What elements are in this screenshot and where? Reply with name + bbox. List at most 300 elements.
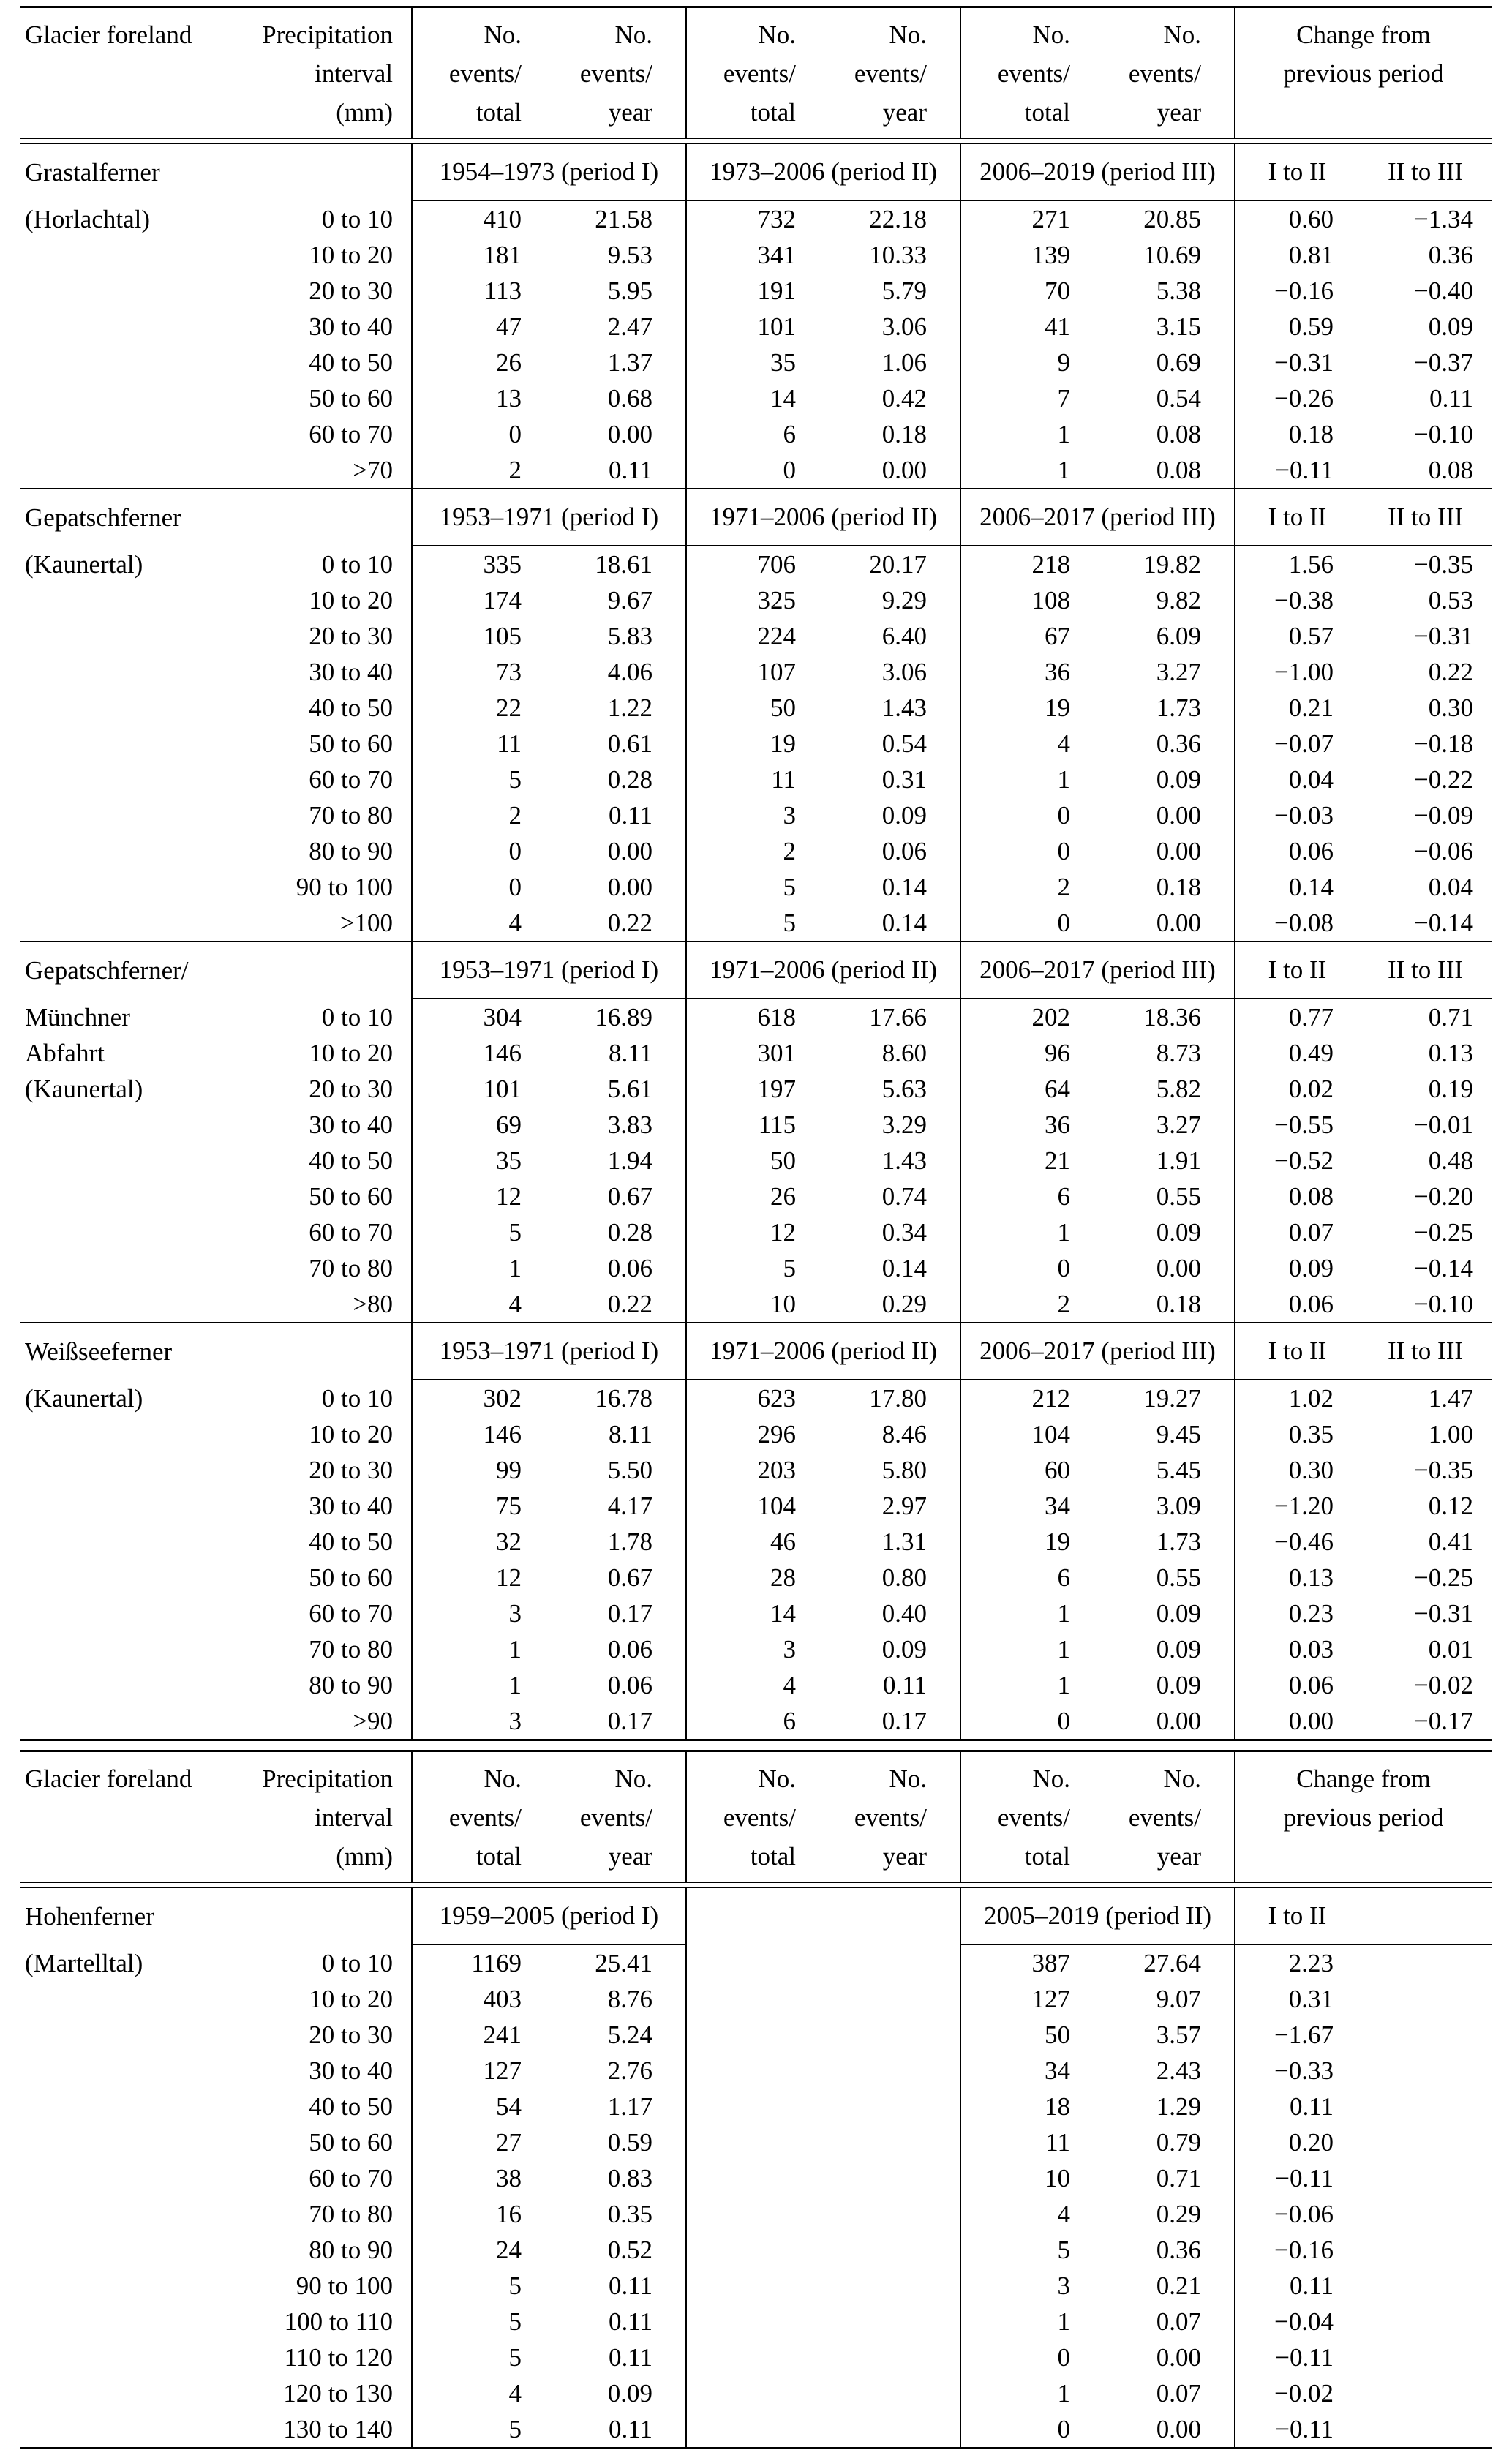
table-row	[20, 237, 1492, 273]
glacier-location	[20, 452, 240, 489]
value: 1	[412, 1250, 536, 1286]
value: −0.37	[1414, 348, 1474, 377]
value: 2.47	[607, 312, 652, 341]
value: 0.28	[607, 765, 652, 794]
value: 3.57	[1156, 2021, 1201, 2049]
precipitation-interval: 0 to 10	[321, 1948, 393, 1977]
value: −0.31	[1235, 345, 1359, 380]
period-label: 2006–2017 (period III)	[960, 1323, 1235, 1380]
period-label	[686, 1887, 960, 1944]
value: 0.11	[609, 456, 652, 484]
value: 17.80	[869, 1384, 927, 1413]
events-year-line: events/	[579, 1803, 652, 1832]
value: 36	[960, 654, 1085, 690]
precipitation-interval: 100 to 110	[284, 2307, 393, 2336]
glacier-location	[20, 2089, 240, 2124]
value: 0.00	[1156, 2415, 1201, 2443]
value	[686, 2160, 810, 2196]
glacier-name: Hohenferner	[25, 1901, 154, 1931]
value: 0.22	[607, 909, 652, 937]
value: 0.61	[607, 729, 652, 758]
value: 35	[412, 1143, 536, 1179]
table-row	[20, 618, 1492, 654]
table-row	[20, 1667, 1492, 1703]
value: 0.71	[1156, 2164, 1201, 2192]
glacier-location	[20, 380, 240, 416]
value: 1.17	[607, 2092, 652, 2121]
value	[1359, 2375, 1492, 2411]
value: 181	[412, 237, 536, 273]
value: 241	[412, 2017, 536, 2053]
glacier-location	[20, 1488, 240, 1524]
value: 0.00	[607, 837, 652, 865]
precipitation-interval-line: interval	[315, 1803, 393, 1832]
value: 706	[686, 546, 810, 582]
table-row	[20, 345, 1492, 380]
value: 301	[686, 1035, 810, 1071]
value: 0.14	[881, 1254, 927, 1282]
value: 107	[686, 654, 810, 690]
value: 0.17	[881, 1707, 927, 1735]
glacier-location	[20, 1631, 240, 1667]
value: 197	[686, 1071, 810, 1107]
value: 0.11	[1235, 2089, 1359, 2124]
value: 203	[686, 1452, 810, 1488]
change-label: II to III	[1359, 1323, 1492, 1380]
precipitation-interval: 70 to 80	[309, 1254, 393, 1282]
value: 0.04	[1428, 873, 1474, 901]
value: 64	[960, 1071, 1085, 1107]
precipitation-interval: 0 to 10	[321, 1002, 393, 1031]
value: 0.02	[1235, 1071, 1359, 1107]
value: 218	[960, 546, 1085, 582]
value: 1	[960, 762, 1085, 797]
period-label: 2006–2017 (period III)	[960, 942, 1235, 999]
table-row	[20, 797, 1492, 833]
value: 19.82	[1143, 550, 1201, 579]
table-row	[20, 1107, 1492, 1143]
value: 9.29	[881, 586, 927, 614]
value: 0.12	[1428, 1492, 1474, 1520]
value	[810, 2160, 960, 2196]
table-row	[20, 1944, 1492, 1981]
value	[1359, 2017, 1492, 2053]
value: 0.06	[607, 1671, 652, 1699]
value: 1.56	[1235, 546, 1359, 582]
glacier-location	[20, 2124, 240, 2160]
precipitation-interval: 0 to 10	[321, 549, 393, 579]
change-header-line: Change from	[1296, 20, 1431, 49]
precipitation-interval-header	[240, 7, 412, 139]
value: 0.00	[1235, 1703, 1359, 1740]
value: 0.22	[607, 1290, 652, 1318]
glacier-location	[20, 1596, 240, 1631]
value: 21	[960, 1143, 1085, 1179]
value: 108	[960, 582, 1085, 618]
value: 0.09	[1235, 1250, 1359, 1286]
events-year-line: No.	[889, 1764, 927, 1793]
value	[1359, 2124, 1492, 2160]
precipitation-interval: >90	[353, 1707, 393, 1735]
glacier-location	[20, 1703, 240, 1740]
value	[810, 2232, 960, 2268]
value	[686, 1981, 810, 2017]
glacier-name: Gepatschferner/	[20, 942, 412, 999]
value: 0.31	[881, 765, 927, 794]
value: 19	[960, 690, 1085, 726]
events-total-line: total	[1024, 1842, 1070, 1871]
value: 1	[960, 2304, 1085, 2339]
value: 1.00	[1428, 1420, 1474, 1448]
table-row	[20, 2196, 1492, 2232]
precipitation-interval-header	[240, 1751, 412, 1883]
period-label: 1971–2006 (period II)	[686, 1323, 960, 1380]
value: 50	[686, 1143, 810, 1179]
glacier-location	[20, 618, 240, 654]
glacier-location: (Kaunertal)	[25, 549, 143, 579]
value: 2	[412, 797, 536, 833]
value: 0.36	[1156, 729, 1201, 758]
value: 16.78	[595, 1384, 652, 1413]
value: 5.83	[607, 622, 652, 650]
value: 0.09	[881, 801, 927, 830]
value: 0	[960, 2339, 1085, 2375]
glacier-location	[20, 345, 240, 380]
value: 0.11	[1429, 384, 1474, 413]
header-double-rule	[20, 138, 1492, 143]
events-year-header	[810, 1751, 960, 1883]
glacier-foreland-header	[20, 7, 240, 139]
value: 0.18	[1156, 873, 1201, 901]
period-label: 1954–1973 (period I)	[412, 143, 686, 200]
value: 5.61	[607, 1075, 652, 1103]
value: −0.11	[1235, 2339, 1359, 2375]
value: −0.08	[1235, 905, 1359, 942]
value: 101	[686, 309, 810, 345]
value: 0.80	[881, 1563, 927, 1592]
value: 3	[412, 1596, 536, 1631]
change-label: II to III	[1359, 143, 1492, 200]
value: −0.18	[1414, 729, 1474, 758]
value: 75	[412, 1488, 536, 1524]
value: 3.29	[881, 1110, 927, 1139]
rule	[20, 138, 1492, 143]
glacier-location	[20, 2196, 240, 2232]
precipitation-interval: 30 to 40	[309, 2056, 393, 2085]
value: 0.06	[1235, 1286, 1359, 1323]
value: 1.37	[607, 348, 652, 377]
value: −0.14	[1414, 1254, 1474, 1282]
value: 10.33	[869, 241, 927, 269]
glacier-location	[20, 2053, 240, 2089]
value: 11	[686, 762, 810, 797]
glacier-location	[20, 833, 240, 869]
value: −0.38	[1235, 582, 1359, 618]
value: 2.97	[881, 1492, 927, 1520]
glacier-location	[20, 309, 240, 345]
value: 16.89	[595, 1003, 652, 1031]
value: 8.60	[881, 1039, 927, 1067]
value: 5.24	[607, 2021, 652, 2049]
value: 9.82	[1156, 586, 1201, 614]
events-year-line: No.	[614, 20, 652, 49]
glacier-foreland-label: Glacier foreland	[25, 1764, 192, 1793]
value	[810, 1981, 960, 2017]
events-total-line: No.	[484, 20, 522, 49]
value: 16	[412, 2196, 536, 2232]
events-total-line: total	[750, 98, 796, 127]
value: 0.57	[1235, 618, 1359, 654]
value: 174	[412, 582, 536, 618]
value: 5	[686, 869, 810, 905]
value: 0.31	[1235, 1981, 1359, 2017]
value: 0.07	[1156, 2379, 1201, 2408]
value	[1359, 2089, 1492, 2124]
value: 3.09	[1156, 1492, 1201, 1520]
value: 18	[960, 2089, 1085, 2124]
events-year-line: year	[882, 1842, 927, 1871]
value: 36	[960, 1107, 1085, 1143]
value: 11	[412, 726, 536, 762]
value: 1.73	[1156, 694, 1201, 722]
value: 0.00	[1156, 2343, 1201, 2372]
precipitation-interval: 30 to 40	[309, 658, 393, 686]
precipitation-interval: 10 to 20	[309, 1039, 393, 1067]
value: −0.25	[1414, 1563, 1474, 1592]
value: 1.29	[1156, 2092, 1201, 2121]
table-row	[20, 905, 1492, 942]
change-label: I to II	[1235, 1323, 1359, 1380]
precipitation-interval-line: (mm)	[336, 1842, 393, 1871]
value: −0.46	[1235, 1524, 1359, 1560]
value: 212	[960, 1380, 1085, 1416]
value: 0	[960, 797, 1085, 833]
value: 0.11	[609, 2415, 652, 2443]
value: 20.17	[869, 550, 927, 579]
glacier-location: (Martelltal)	[25, 1948, 143, 1977]
section-header-row	[20, 143, 1492, 200]
value	[686, 1944, 810, 1981]
precipitation-interval-line: (mm)	[336, 98, 393, 127]
value: 0.13	[1428, 1039, 1474, 1067]
table-row	[20, 2375, 1492, 2411]
value: −1.34	[1414, 205, 1474, 233]
value: 4	[412, 905, 536, 942]
events-total-header	[686, 7, 810, 139]
value: 3.83	[607, 1110, 652, 1139]
events-total-line: total	[475, 98, 522, 127]
value: 2	[686, 833, 810, 869]
value	[810, 2053, 960, 2089]
table-row	[20, 726, 1492, 762]
value: 9.07	[1156, 1985, 1201, 2013]
value: −0.35	[1414, 550, 1474, 579]
value: −0.35	[1414, 1456, 1474, 1484]
value: 19	[686, 726, 810, 762]
value: 5.82	[1156, 1075, 1201, 1103]
value: 0.22	[1428, 658, 1474, 686]
glacier-location: Münchner	[25, 1002, 130, 1031]
value: 2.76	[607, 2056, 652, 2085]
value	[810, 2268, 960, 2304]
value: 5	[412, 2339, 536, 2375]
value: 0.00	[607, 420, 652, 448]
precipitation-interval: 60 to 70	[309, 2164, 393, 2192]
table-row	[20, 2124, 1492, 2160]
value: −0.22	[1414, 765, 1474, 794]
glacier-name: Gepatschferner	[20, 489, 412, 546]
value: 0.20	[1235, 2124, 1359, 2160]
value: 732	[686, 200, 810, 237]
value: 1.31	[881, 1527, 927, 1556]
value: 8.11	[609, 1039, 652, 1067]
precipitation-interval: 10 to 20	[309, 241, 393, 269]
value: 70	[960, 273, 1085, 309]
glacier-name: Grastalferner	[25, 157, 160, 187]
table-row	[20, 1071, 1492, 1107]
value: 0.36	[1428, 241, 1474, 269]
value: 28	[686, 1560, 810, 1596]
value: 3.15	[1156, 312, 1201, 341]
events-year-header	[536, 1751, 686, 1883]
value: 2.23	[1235, 1944, 1359, 1981]
value: 11	[960, 2124, 1085, 2160]
value: 0.67	[607, 1182, 652, 1211]
value: 99	[412, 1452, 536, 1488]
table-row	[20, 452, 1492, 489]
value: 1	[412, 1631, 536, 1667]
value: 0.08	[1156, 456, 1201, 484]
value	[1359, 2232, 1492, 2268]
value	[810, 2339, 960, 2375]
value: 3.06	[881, 658, 927, 686]
glacier-location	[20, 1286, 240, 1323]
value: 1.43	[881, 1146, 927, 1175]
glacier-location	[20, 905, 240, 942]
glacier-location	[20, 2017, 240, 2053]
value: 0.59	[607, 2128, 652, 2157]
period-label: 2006–2017 (period III)	[960, 489, 1235, 546]
value: −0.03	[1235, 797, 1359, 833]
glacier-location: (Kaunertal)	[25, 1075, 143, 1103]
value: −0.11	[1235, 2160, 1359, 2196]
change-header-line: previous period	[1283, 1803, 1444, 1832]
value: −0.06	[1414, 837, 1474, 865]
value: −0.11	[1235, 2411, 1359, 2448]
period-label: 1953–1971 (period I)	[412, 1323, 686, 1380]
value: 4	[412, 2375, 536, 2411]
value: 5.79	[881, 277, 927, 305]
value	[1359, 2196, 1492, 2232]
period-label: 1971–2006 (period II)	[686, 942, 960, 999]
value: 0.11	[609, 2271, 652, 2300]
value: 1.06	[881, 348, 927, 377]
events-year-line: year	[1156, 1842, 1201, 1871]
glacier-foreland-label: Glacier foreland	[25, 20, 192, 49]
events-year-line: events/	[854, 59, 927, 88]
value	[686, 2232, 810, 2268]
value: −0.14	[1414, 909, 1474, 937]
precipitation-interval: 40 to 50	[309, 2092, 393, 2121]
value: 115	[686, 1107, 810, 1143]
value: 1.43	[881, 694, 927, 722]
table-row	[20, 2268, 1492, 2304]
value	[810, 2196, 960, 2232]
table-row	[20, 1452, 1492, 1488]
table-row	[20, 1631, 1492, 1667]
value: 1	[960, 452, 1085, 489]
value: 19	[960, 1524, 1085, 1560]
value: 5.80	[881, 1456, 927, 1484]
value: 3.06	[881, 312, 927, 341]
value: 6	[960, 1179, 1085, 1214]
value	[810, 2124, 960, 2160]
precipitation-interval: >80	[353, 1290, 393, 1318]
column-header-row	[20, 7, 1492, 139]
events-total-header	[960, 1751, 1085, 1883]
table-row	[20, 999, 1492, 1035]
rule	[20, 1882, 1492, 1887]
value: 0.09	[1156, 1599, 1201, 1628]
value: 21.58	[595, 205, 652, 233]
glacier-location	[20, 1179, 240, 1214]
value	[686, 2304, 810, 2339]
value: 104	[686, 1488, 810, 1524]
table-row	[20, 1035, 1492, 1071]
value: 0.14	[1235, 869, 1359, 905]
value: 1.91	[1156, 1146, 1201, 1175]
value: 0.34	[881, 1218, 927, 1247]
change-label: I to II	[1235, 1887, 1359, 1944]
value: 5	[960, 2232, 1085, 2268]
value: 0.59	[1235, 309, 1359, 345]
glacier-location	[20, 2375, 240, 2411]
glacier-location	[20, 690, 240, 726]
table-row	[20, 690, 1492, 726]
change-from-previous-header	[1235, 7, 1492, 139]
value: 69	[412, 1107, 536, 1143]
period-label: 1973–2006 (period II)	[686, 143, 960, 200]
precipitation-interval: 10 to 20	[309, 1420, 393, 1448]
section-header-row	[20, 489, 1492, 546]
value: 9.53	[607, 241, 652, 269]
value: 0.41	[1428, 1527, 1474, 1556]
results-table-1	[20, 6, 1492, 1741]
events-total-line: total	[475, 1842, 522, 1871]
events-total-header	[686, 1751, 810, 1883]
value	[1359, 1944, 1492, 1981]
value: 9	[960, 345, 1085, 380]
value: −0.20	[1414, 1182, 1474, 1211]
value: 0.11	[609, 801, 652, 830]
value: 191	[686, 273, 810, 309]
value: 1.73	[1156, 1527, 1201, 1556]
precipitation-interval: 70 to 80	[309, 801, 393, 830]
period-label: 1971–2006 (period II)	[686, 489, 960, 546]
events-year-line: events/	[579, 59, 652, 88]
value: 50	[960, 2017, 1085, 2053]
value: 0.09	[1156, 1635, 1201, 1664]
value: 35	[686, 345, 810, 380]
precipitation-interval: 70 to 80	[309, 1635, 393, 1664]
precipitation-interval: 60 to 70	[309, 420, 393, 448]
value: 202	[960, 999, 1085, 1035]
value: 304	[412, 999, 536, 1035]
value: 6	[960, 1560, 1085, 1596]
value: 5.63	[881, 1075, 927, 1103]
value: −0.06	[1235, 2196, 1359, 2232]
value: 5	[412, 2411, 536, 2448]
